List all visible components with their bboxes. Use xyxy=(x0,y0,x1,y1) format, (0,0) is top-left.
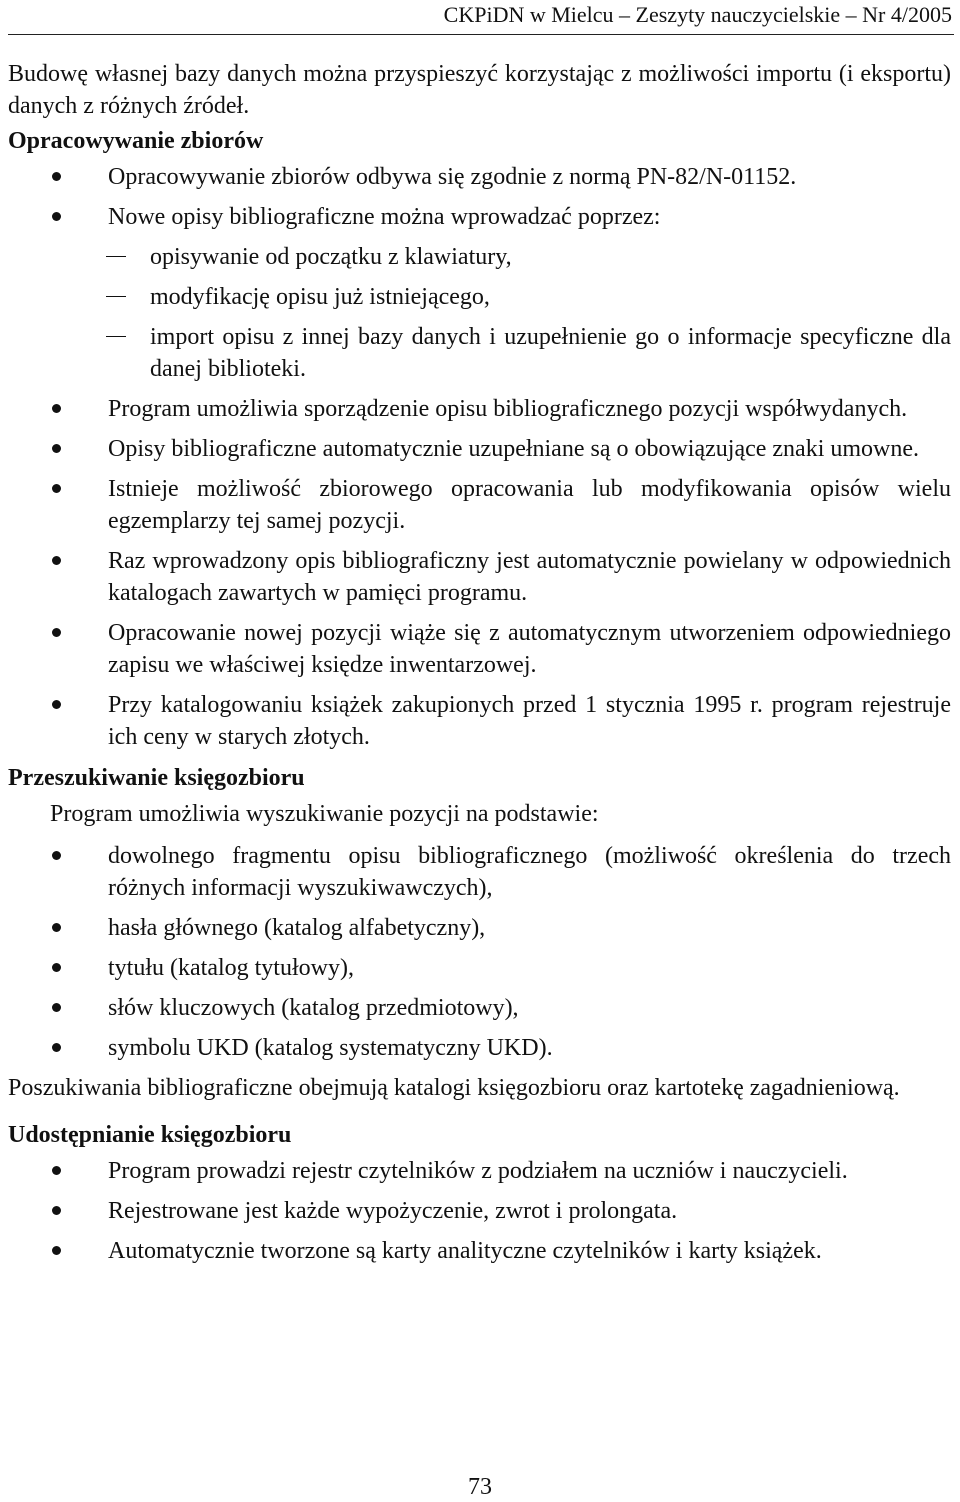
intro-paragraph: Budowę własnej bazy danych można przyspieszyć korzystając z możliwości importu (i eksportu) danych z różnych źródeł. xyxy=(8,61,951,119)
section-heading-udostepnianie: Udostępnianie księgozbioru xyxy=(8,1122,292,1148)
list-item-text: Raz wprowadzony opis bibliograficzny jest automatycznie powielany w odpowiednich katalogach zawartych w pamięci programu. xyxy=(108,548,951,606)
bullet-icon xyxy=(52,1246,61,1255)
list-item xyxy=(8,393,951,425)
sublist-item-text: opisywanie od początku z klawiatury, xyxy=(150,244,512,270)
sublist-item xyxy=(8,321,951,385)
list-item xyxy=(8,545,951,609)
list-item-text: Rejestrowane jest każde wypożyczenie, zwrot i prolongata. xyxy=(108,1198,678,1224)
list-item xyxy=(8,992,951,1024)
bullet-icon xyxy=(52,628,61,637)
running-header: CKPiDN w Mielcu – Zeszyty nauczycielskie – Nr 4/2005 xyxy=(443,2,952,27)
bullet-icon xyxy=(52,1206,61,1215)
list-item xyxy=(8,1155,951,1187)
list-item xyxy=(8,1032,951,1064)
list-item xyxy=(8,952,951,984)
list-item xyxy=(8,1195,951,1227)
bullet-icon xyxy=(52,851,61,860)
bullet-icon xyxy=(52,700,61,709)
page-number: 73 xyxy=(468,1474,492,1500)
bullet-icon xyxy=(52,484,61,493)
list-item xyxy=(8,161,951,193)
list-item-text: Automatycznie tworzone są karty analityczne czytelników i karty książek. xyxy=(108,1238,822,1264)
sublist-item-text: modyfikację opisu już istniejącego, xyxy=(150,284,490,310)
list-item-text: tytułu (katalog tytułowy), xyxy=(108,955,354,981)
list-item xyxy=(8,473,951,537)
header-divider xyxy=(8,34,954,35)
bullet-icon xyxy=(52,1003,61,1012)
bullet-icon xyxy=(52,212,61,221)
section-heading-przeszukiwanie: Przeszukiwanie księgozbioru xyxy=(8,765,305,791)
section1-list xyxy=(8,161,951,233)
list-item-text: Opracowanie nowej pozycji wiąże się z automatycznym utworzeniem odpowiedniego zapisu we właściwej księdze inwentarzowej. xyxy=(108,620,951,678)
list-item xyxy=(8,840,951,904)
section2-lead: Program umożliwia wyszukiwanie pozycji na podstawie: xyxy=(50,801,599,827)
section2-list xyxy=(8,840,951,1064)
list-item-text: symbolu UKD (katalog systematyczny UKD). xyxy=(108,1035,553,1061)
list-item-text: słów kluczowych (katalog przedmiotowy), xyxy=(108,995,519,1021)
section2-closing: Poszukiwania bibliograficzne obejmują katalogi księgozbioru oraz kartotekę zagadnieniową. xyxy=(8,1075,900,1101)
list-item-text: Opracowywanie zbiorów odbywa się zgodnie z normą PN-82/N-01152. xyxy=(108,164,797,190)
list-item xyxy=(8,433,951,465)
list-item xyxy=(8,201,951,233)
bullet-icon xyxy=(52,963,61,972)
list-item-text: Nowe opisy bibliograficzne można wprowadzać poprzez: xyxy=(108,204,661,230)
sublist-item-text: import opisu z innej bazy danych i uzupełnienie go o informacje specyficzne dla danej biblioteki. xyxy=(150,324,951,382)
list-item xyxy=(8,617,951,681)
dash-icon xyxy=(106,256,126,257)
sublist-item xyxy=(8,241,951,273)
page-content xyxy=(8,58,951,1275)
list-item xyxy=(8,689,951,753)
bullet-icon xyxy=(52,172,61,181)
list-item xyxy=(8,912,951,944)
bullet-icon xyxy=(52,404,61,413)
dash-icon xyxy=(106,296,126,297)
list-item-text: dowolnego fragmentu opisu bibliograficznego (możliwość określenia do trzech różnych informacji wyszukiwawczych), xyxy=(108,843,951,901)
section1-sublist xyxy=(8,241,951,385)
bullet-icon xyxy=(52,1166,61,1175)
list-item-text: Opisy bibliograficzne automatycznie uzupełniane są o obowiązujące znaki umowne. xyxy=(108,436,920,462)
list-item-text: hasła głównego (katalog alfabetyczny), xyxy=(108,915,486,941)
bullet-icon xyxy=(52,923,61,932)
sublist-item xyxy=(8,281,951,313)
section-heading-opracowywanie: Opracowywanie zbiorów xyxy=(8,128,264,154)
dash-icon xyxy=(106,336,126,337)
section1-list-continued xyxy=(8,393,951,753)
list-item-text: Program prowadzi rejestr czytelników z podziałem na uczniów i nauczycieli. xyxy=(108,1158,848,1184)
list-item-text: Program umożliwia sporządzenie opisu bibliograficznego pozycji współwydanych. xyxy=(108,396,908,422)
bullet-icon xyxy=(52,556,61,565)
list-item xyxy=(8,1235,951,1267)
bullet-icon xyxy=(52,1043,61,1052)
list-item-text: Istnieje możliwość zbiorowego opracowania lub modyfikowania opisów wielu egzemplarzy tej samej pozycji. xyxy=(108,476,951,534)
list-item-text: Przy katalogowaniu książek zakupionych przed 1 stycznia 1995 r. program rejestruje ich ceny w starych złotych. xyxy=(108,692,951,750)
section3-list xyxy=(8,1155,951,1267)
bullet-icon xyxy=(52,444,61,453)
